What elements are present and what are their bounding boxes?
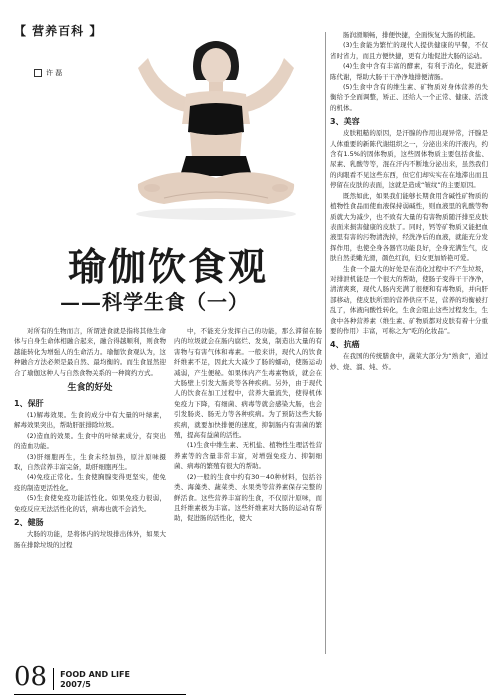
text-column-1 (14, 326, 166, 658)
subheading: 生食的好处 (67, 383, 113, 394)
paragraph: 既然如此，如果我们能够长期食用含碱性矿物质的植物性食品而使血液保持弱碱性，则血液里的乳酸等物质就大为减少，也不致有大量的有害物质随汗排至皮肤表面来损害健康的皮肤了。同时，钙等矿物质又能把血液里有害的污物清洗掉，经洗净后的血液，就能充分发挥作用，也使全身各器官功能良好，全身充满生气，皮肤自然柔嫩光滑，颜色红润，妇女更加娇艳可爱。 (330, 191, 488, 263)
paragraph: 生食一个最大的好处是在消化过程中不产生垃圾，对排泄机能是一个很大的帮助，使肠子变得干干净净，清清爽爽，现代人肠内充满了很便和有毒物质，并向肝部移动，使皮肤所需的营养供应不足，营养的均衡被打乱了，体液向酸性转化，生食会阻止这些过程发生，生食中各种营养素（维生素、矿物质都对皮肤有着十分重要的作用）丰富，可称之为“吃的化妆品”。 (330, 264, 488, 335)
author-name: 许 磊 (46, 69, 63, 77)
paragraph: (3)肝细胞再生，生食未经加热，原汁原味摄取，自然营养丰富完备，助肝细胞再生。 (14, 452, 166, 472)
paragraph: (5)生食使免疫功能活性化。如果免疫力很弱，免疫反应无法活性化的话，病毒也就不会消失。 (14, 494, 166, 513)
paragraph: 肠润滑顺畅，排便快捷，全面恢复大肠的机能。 (343, 31, 480, 39)
yoga-photo (118, 28, 314, 234)
subheading: 1、保肝 (14, 399, 44, 409)
paragraph: 对所有的生物而言，所谓进食就是指将其他生命体与自身生命体相融合起来，融合得越顺利，则食物越能转化为增强人的生命活力。瑜伽饮食观认为，这种融合方法必须是最自然、最均衡的。而生食显然迎合了瑜伽这种人与自然食物关系的一种简约方式。 (14, 327, 166, 377)
article-title: 瑜伽饮食观 (68, 244, 269, 289)
magazine-name: FOOD AND LIFE (60, 670, 130, 679)
paragraph: (2)一般的生食中约有30－40种材料，包括谷类、海藻类、蔬菜类、水果类等营养素保存完整的鲜活食。这些营养丰富的生食，不仅原汁原味，而且纤维素极为丰富。这些纤维素对大肠的运动有帮助，促进肠的活性化，使大 (174, 472, 322, 523)
issue-date: 2007/5 (60, 680, 91, 689)
square-icon (34, 69, 42, 77)
byline (34, 68, 62, 78)
paragraph: (1)生食中维生素、无机盐、植物性生理活性营养素等的含量非常丰富，对增强免疫力、抑制细菌、病毒的繁殖有很大的帮助。 (174, 441, 322, 471)
page-number: 08 (14, 662, 48, 692)
footer-separator (53, 668, 54, 690)
footer-rule (14, 694, 186, 695)
subheading: 4、抗癌 (330, 340, 360, 350)
paragraph: (4)生食中含有丰富的酵素，有利于消化，促进新陈代谢，帮助大肠干干净净地排便清肠。 (330, 62, 488, 81)
paragraph: (4)免疫正常化。生食使胸腺变得更坚实，使免疫的制造更活性化。 (14, 473, 166, 492)
article-subtitle: ——科学生食（一） (60, 290, 249, 314)
paragraph: (2)造血的效果。生食中的叶绿素成分，有突出的造血功能。 (14, 431, 166, 451)
paragraph: 中，不能充分发挥自己的功能，那么滞留在肠内的垃圾就会在肠内腐烂、发臭，制造出大量的有害物与有害气体和毒素。一般来讲，现代人的饮食纤维素不足，因此大大减少了肠的蠕动，使肠运动减弱，产生便秘。如果体内产生毒素物质，就会在大肠壁上引发大肠炎等各种疾病。另外，由于现代人的饮食在加工过程中，营养大量流失，使得机体免疫力下降，有细菌、病毒等就会感染大肠，也会引发肠炎、肠无力等各种疾病。为了预防这些大肠疾病，就要加快排便的速度，抑制肠内有害菌的繁殖，提高有益菌的活性。 (174, 327, 322, 440)
subheading: 2、健肠 (14, 518, 44, 528)
text-column-2 (174, 326, 322, 658)
paragraph: 大肠的功能，是将体内的垃圾排出体外，如果大肠在排除垃圾的过程 (14, 530, 166, 549)
footer-label (60, 670, 130, 690)
paragraph: 在我国的传统膳食中，蔬菜大部分为“熟食”，通过炒、烧、溜、炖、炸。 (330, 352, 488, 371)
subheading: 3、美容 (330, 117, 360, 127)
paragraph: (1)解毒效果。生食的成分中有大量的叶绿素，解毒效果突出，帮助肝脏排除垃圾。 (14, 411, 166, 430)
yoga-figure-illustration (118, 28, 314, 234)
page-footer (14, 664, 130, 690)
paragraph: (3)生食能为繁忙的现代人提供健康的早餐，不仅省时省力，而且方便快捷，更有力地促进大肠的运动。 (330, 41, 488, 60)
paragraph: (5)生食中含有的维生素、矿物质对身体营养的失衡给予全面调整，矫正、还给人一个正常、健康、活泼的机体。 (330, 83, 488, 112)
column-divider (325, 32, 326, 654)
text-column-3 (330, 30, 488, 658)
section-tag: 【 营养百科 】 (14, 24, 103, 38)
paragraph: 皮肤粗糙的原因，是汗腺的作用出现异常，汗腺是人体重要的新陈代谢组织之一，分泌出来的汗液内，约含有1.5%的固体物质，这些固体物质主要包括食盐、尿素、乳酸等等，混在汗内不断地分泌出来，虽然我们的肉眼看不见这些东西，但它们却实实在在地滞出而且停留在皮肤的表面，这就是造成“皱纹”的主要原因。 (330, 129, 488, 190)
